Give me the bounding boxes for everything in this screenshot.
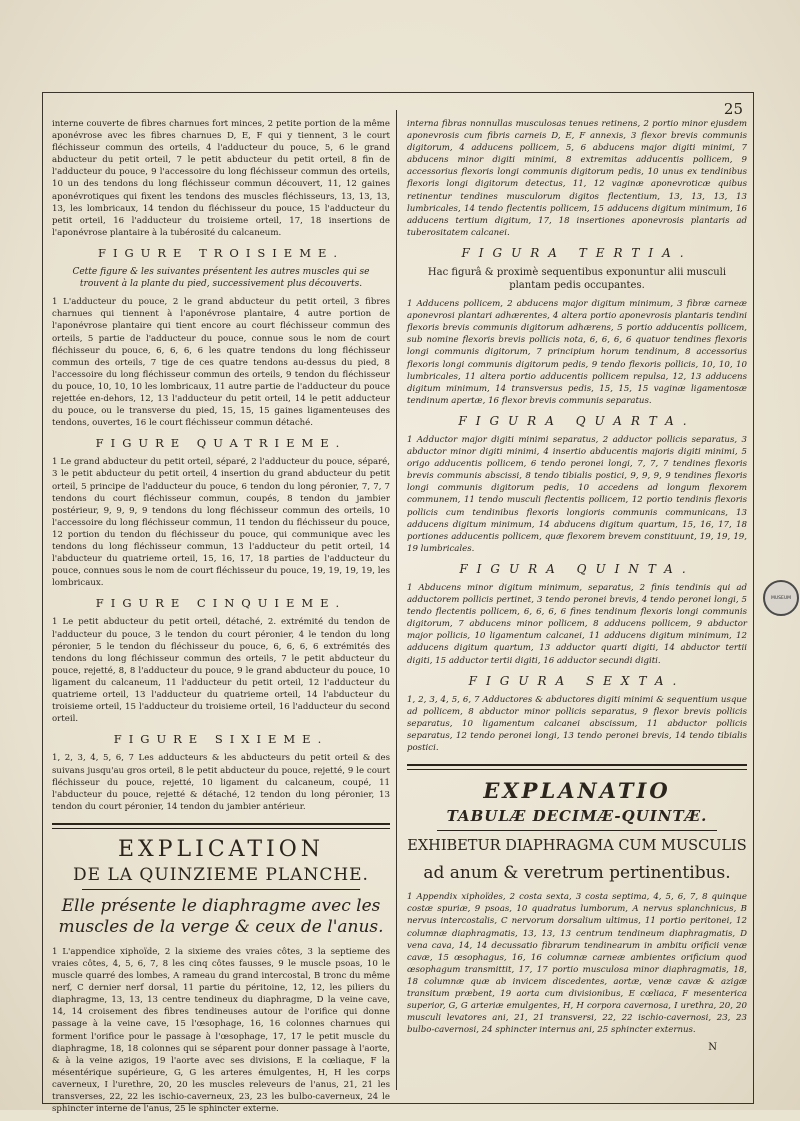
french-figure-4-text: 1 Le grand abducteur du petit orteil, séparé, 2 l'adducteur du pouce, séparé, 3 le petit abducteur du petit orteil, 4 insertion du grand abducteur du petit orteil, 5 principe de l'adducteur du pouce, 6 tendon du long péronier, 7, 7, 7 tendons du court fléchisseur commun, coupés, 8 tendon du jambier postérieur, 9, 9, 9, 9 tendons du long fléchisseur commun des orteils, 10 l'accessoire du long fléchisseur commun, 11 tendon du fléchisseur du pouce, 12 portion du tendon du fléchisseur du pouce, qui communique avec les tendons du long fléchisseur commun, 13 l'adducteur du petit orteil, 14 l'abducteur du quatrieme orteil, 15, 16, 17, 18 parties de l'adducteur du pouce, connues sous le nom de court fléchisseur du pouce, 19, 19, 19, 19, les lombricaux.	[52, 457, 390, 589]
column-divider	[396, 110, 397, 1090]
french-explication-subtitle: DE LA QUINZIEME PLANCHE.	[73, 864, 369, 885]
page-number: 25	[723, 100, 743, 118]
french-figure-5-text: 1 Le petit abducteur du petit orteil, détaché, 2. extrémité du tendon de l'adducteur du pouce, 3 le tendon du court péronier, 4 le tendon du long péronier, 5 le tendon du fléchisseur du pouce, 6, 6, 6, 6 extrémités des tendons du long fléchisseur commun des orteils, 7 le petit abducteur du pouce, rejetté, 8, 8 l'adducteur du pouce, 9 le grand abducteur du pouce, 10 ligament du calcaneum, 11 l'adducteur du petit orteil, 12 l'adducteur du quatrieme orteil, 13 l'adducteur du quatrieme orteil, 14 l'abducteur du troisieme orteil, 15 l'adducteur du troisieme orteil, 16 l'adducteur du second orteil.	[52, 617, 390, 725]
french-figure-5-title: FIGURE CINQUIEME.	[95, 596, 347, 611]
french-explication-title: EXPLICATION	[118, 836, 324, 862]
french-intro-text: interne couverte de fibres charnues fort minces, 2 petite portion de la même aponévrose avec les fibres charnues D, E, F qui y tiennent, 3 le court fléchisseur commun des orteils, 4 l'adducteur du pouce, 5, 6 le grand abducteur du petit orteil, 7 le petit abducteur du petit orteil, 8 fin de l'adducteur du pouce, 9 l'accessoire du long fléchisseur commun des orteils, 10 un des tendons du long fléchisseur commun découvert, 11, 12 gaines aponévrotiques qui fixent les tendons des muscles fléchisseurs, 13, 13, 13, 13, les lombricaux, 14 tendon du fléchisseur du pouce, 15 l'adducteur du petit orteil, 16 l'adducteur du troisieme orteil, 17, 18 insertions de l'aponévrose plantaire à la tubérosité du calcaneum.	[52, 119, 390, 238]
latin-figure-3-text: 1 Adducens pollicem, 2 abducens major digitum minimum, 3 fibræ carneæ aponevrosi plantari adhærentes, 4 altera portio aponevrosis plantaris tendini flexoris brevis communis digitorum adhærens, 5 portio adducentis pollicem, sub nomine flexoris brevis pollicis nota, 6, 6, 6, 6 quatuor tendines flexoris longi communis digitorum, 7 principium horum tendinum, 8 accessorius flexoris longi communis digitorum pedis, 9 tendo flexoris pollicis, 10, 10, 10 lumbricales, 11 altera portio adducentis pollicem repulsa, 12, 13 adducens digitum minimum, 14 transversus pedis, 15, 15, 15 vaginæ ligamentosæ tendinum apertæ, 16 flexor brevis communis separatus.	[407, 299, 747, 406]
latin-intro-text: interna fibras nonnullas musculosas tenues retinens, 2 portio minor ejusdem aponevrosis cum fibris carneis D, E, F annexis, 3 flexor brevis communis digitorum, 4 adducens pollicem, 5, 6 abducens major digiti minimi, 7 abducens minor digiti minimi, 8 extremitas adducentis pollicem, 9 accessorius flexoris longi communis digitorum pedis, 10 unus ex tendinibus flexoris longi digitorum detectus, 11, 12 vaginæ aponevroticæ quibus retinentur tendines musculorum digitos flectentium, 13, 13, 13, 13 lumbricales, 14 tendo flectentis pollicem, 15 adducens digitum minimum, 16 adducens tertium digitum, 17, 18 insertiones aponevrosis plantaris ad tuberositatem calcanei.	[407, 119, 747, 238]
latin-figure-3-subtitle: Hac figurâ & proximè sequentibus exponuntur alii musculi plantam pedis occupantes.	[427, 267, 727, 292]
latin-column	[407, 118, 747, 1054]
french-section-rule	[52, 823, 390, 829]
latin-thin-rule	[437, 830, 717, 831]
french-thin-rule	[82, 889, 360, 890]
french-column	[52, 118, 390, 1121]
french-figure-6-text: 1, 2, 3, 4, 5, 6, 7 Les adducteurs & les abducteurs du petit orteil & des suivans jusqu'au gros orteil, 8 le petit abducteur du pouce, rejetté, 9 le court fléchisseur du pouce, rejetté, 10 ligament du calcaneum, coupé, 11 l'abducteur du pouce, rejetté & détaché, 12 tendon du long péronier, 13 tendon du court péronier, 14 tendon du jambier antérieur.	[52, 753, 390, 812]
library-stamp-icon	[763, 580, 799, 616]
french-figure-4-title: FIGURE QUATRIEME.	[95, 436, 347, 451]
latin-explanatio-subtitle: TABULÆ DECIMÆ-QUINTÆ.	[446, 807, 708, 826]
latin-section-rule	[407, 764, 747, 770]
french-figure-6-title: FIGURE SIXIEME.	[113, 732, 329, 747]
stamp-text: MUSEUM	[770, 595, 792, 601]
latin-figure-6-text: 1, 2, 3, 4, 5, 6, 7 Adductores & abductores digiti minimi & sequentium usque ad pollicem, 8 abductor minor pollicis separatus, 9 flexor brevis pollicis separatus, 10 ligamentum calcanei abscissum, 11 abductor pollicis separatus, 12 tendo peronei longi, 13 tendo peronei brevis, 14 tendo tibialis postici.	[407, 694, 747, 754]
latin-figure-5-text: 1 Abducens minor digitum minimum, separatus, 2 finis tendinis qui ad adductorem pollicis pertinet, 3 tendo peronei brevis, 4 tendo peronei longi, 5 tendo flectentis pollicem, 6, 6, 6, 6 fines tendinum flexoris longi communis digitorum, 7 abducens minor pollicem, 8 adducens pollicem, 9 abductor major pollicis, 10 ligamentum calcanei, 11 adducens digitum minimum, 12 adducens digitum quartum, 13 adductor quarti digiti, 14 abductor tertii digiti, 15 adductor tertii digiti, 16 adductor secundi digiti.	[407, 583, 747, 666]
french-explication-lead: Elle présente le diaphragme avec les muscles de la verge & ceux de l'anus.	[58, 895, 384, 937]
latin-explanatio-lead-1: EXHIBETUR DIAPHRAGMA CUM MUSCULIS	[407, 838, 747, 855]
latin-figure-5-title: FIGURA QUINTA.	[459, 561, 695, 576]
french-figure-3-title: FIGURE TROISIEME.	[97, 245, 345, 260]
latin-figure-4-text: 1 Adductor major digiti minimi separatus, 2 adductor pollicis separatus, 3 abductor minor digiti minimi, 4 insertio abducentis majoris digiti minimi, 5 origo adducentis pollicem, 6 tendo peronei longi, 7, 7, 7 tendines flexoris brevis communis abscissi, 8 tendo tibialis postici, 9, 9, 9, 9 tendines flexoris longi communis digitorum pedis, 10 accedens ad longum flexorem communem, 11 tendo musculi flectentis pollicem, 12 portio tendinis flexoris pollicis cum tendinibus flexoris longioris communis communicans, 13 adducens digitum minimum, 14 abducens digitum quartum, 15, 16, 17, 18 portiones adducentis pollicem, quæ flexorem brevem constituunt, 19, 19, 19, 19 lumbricales.	[407, 434, 747, 554]
latin-explanatio-text: 1 Appendix xiphoïdes, 2 costa sexta, 3 costa septima, 4, 5, 6, 7, 8 quinque costæ spuriæ, 9 psoas, 10 quadratus lumborum, A nervus splanchnicus, B nervus intercostalis, C nervorum dorsalium ultimus, 11 portio peritonei, 12 columnæ diaphragmatis, 13, 13, 13 centrum tendineum diaphragmatis, D vena cava, 14, 14 decussatio fibrarum tendinearum in ambitu orificii venæ cavæ, 15 œsophagus, 16, 16 columnæ carneæ ambientes orificium quod œsophagum transmittit, 17, 17 portio musculosa minor diaphragmatis, 18, 18 columnæ quæ ab invicem discedentes, aortæ, venæ cavæ & azigæ transitum præbent, 19 aorta cum divisionibus, E cœliaca, F mesenterica superior, G, G arteriæ emulgentes, H, H corpora cavernosa, I urethra, 20, 20 musculi levatores ani, 21, 21 transversi, 22, 22 ischio-cavernosi, 23, 23 bulbo-cavernosi, 24 sphincter internus ani, 25 sphincter externus.	[407, 892, 747, 1036]
latin-figure-3-title: FIGURA TERTIA.	[461, 245, 693, 260]
latin-figure-4-title: FIGURA QUARTA.	[458, 413, 696, 428]
french-explication-text: 1 L'appendice xiphoïde, 2 la sixieme des vraies côtes, 3 la septieme des vraies côtes, 4, 5, 6, 7, 8 les cinq côtes fausses, 9 le muscle psoas, 10 le muscle quarré des lombes, A rameau du grand intercostal, B tronc du même nerf, C dernier nerf dorsal, 11 partie du péritoine, 12, 12, les piliers du diaphragme, 13, 13, 13 centre tendineux du diaphragme, D la veine cave, 14, 14 croisement des fibres tendineuses autour de l'orifice qui donne passage à la veine cave, 15 l'œsophage, 16, 16 colonnes charnues qui forment l'orifice pour le passage à l'œsophage, 17, 17 le petit muscle du diaphragme, 18, 18 colonnes qui se séparent pour donner passage à l'aorte, & à la veine azigos, 19 l'aorte avec ses divisions, E la cœliaque, F la mésentérique supérieure, G, G les arteres émulgentes, H, H les corps caverneux, I l'urethre, 20, 20 les muscles releveurs de l'anus, 21, 21 les transverses, 22, 22 les ischio-caverneux, 23, 23 les bulbo-caverneux, 24 le sphincter interne de l'anus, 25 le sphincter externe.	[52, 946, 390, 1115]
french-figure-3-subtitle: Cette figure & les suivantes présentent les autres muscles qui se trouvent à la plante du pied, successivement plus découverts.	[72, 267, 370, 290]
french-figure-3-text: 1 L'adducteur du pouce, 2 le grand abducteur du petit orteil, 3 fibres charnues qui tiennent à l'aponévrose plantaire, 4 autre portion de l'aponévrose plantaire qui tient encore au court fléchisseur commun des orteils, 5 partie de l'adducteur du pouce, connue sous le nom de court fléchisseur du pouce, 6, 6, 6, 6 les quatre tendons du long fléchisseur commun des orteils, 7 tige de ces quatre tendons au-dessus du pied, 8 l'accessoire du long fléchisseur commun des orteils, 9 tendon du fléchisseur du pouce, 10, 10, 10 les lombricaux, 11 autre partie de l'adducteur du pouce rejettée en-dehors, 12, 13 l'adducteur du petit orteil, 14 le petit adducteur du pouce, ou le transverse du pied, 15, 15, 15 gaines ligamenteuses des tendons, ouvertes, 16 le court fléchisseur commun détaché.	[52, 297, 390, 429]
latin-figure-6-title: FIGURA SEXTA.	[468, 673, 686, 688]
latin-explanatio-lead-2: ad anum & veretrum pertinentibus.	[423, 863, 731, 884]
signature-mark: N	[708, 1042, 717, 1054]
latin-explanatio-title: EXPLANATIO	[483, 778, 671, 804]
